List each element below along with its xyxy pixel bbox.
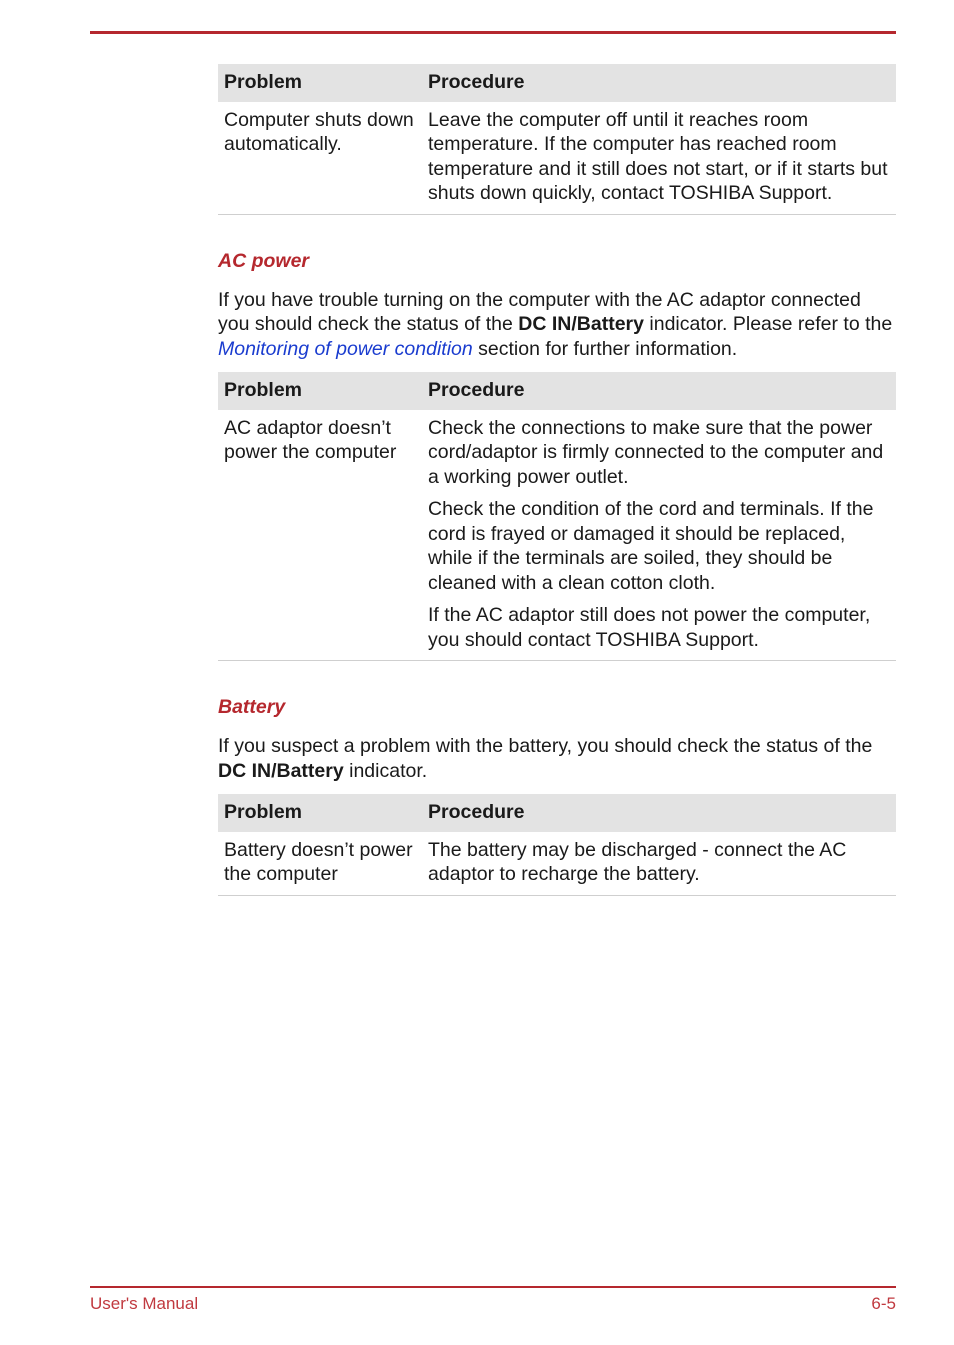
indicator-name: DC IN/Battery	[218, 759, 344, 782]
procedure-cell	[422, 410, 896, 661]
procedure-text: Check the connections to make sure that the power cord/adaptor is firmly connected to the computer and a working power outlet.	[428, 416, 884, 488]
header-procedure: Procedure	[422, 372, 896, 410]
problem-cell: Computer shuts down automatically.	[218, 102, 422, 215]
ac-power-intro	[218, 288, 896, 362]
table-row	[218, 102, 896, 215]
footer-manual-title: User's Manual	[90, 1294, 199, 1313]
indicator-name: DC IN/Battery	[518, 313, 644, 335]
intro-text: If you have trouble turning on the computer with the AC adaptor connected you should check the status of the	[218, 288, 861, 335]
table-header-row	[218, 372, 896, 410]
table-header-row	[218, 794, 896, 832]
top-rule	[90, 31, 896, 34]
header-procedure: Procedure	[422, 64, 896, 102]
intro-text: indicator.	[343, 759, 428, 782]
section-heading-battery: Battery	[218, 696, 286, 718]
procedure-text: The battery may be discharged - connect the AC adaptor to recharge the battery.	[428, 838, 847, 885]
troubleshoot-table-ac-power	[218, 372, 896, 661]
page-content	[218, 64, 896, 896]
header-problem: Problem	[218, 372, 422, 410]
table-header-row	[218, 64, 896, 102]
procedure-text: Check the condition of the cord and terminals. If the cord is frayed or damaged it should be replaced, while if the terminals are soiled, they should be cleaned with a clean cotton cloth.	[428, 498, 874, 594]
troubleshoot-table-battery	[218, 794, 896, 896]
header-problem: Problem	[218, 794, 422, 832]
procedure-text: If the AC adaptor still does not power the computer, you should contact TOSHIBA Support.	[428, 604, 871, 651]
battery-intro	[218, 734, 896, 783]
problem-cell: AC adaptor doesn’t power the computer	[218, 410, 422, 661]
bottom-rule	[90, 1286, 896, 1288]
table-row	[218, 832, 896, 896]
procedure-text: Leave the computer off until it reaches room temperature. If the computer has reached room temperature and it still does not start, or if it starts but shuts down quickly, contact TOSHIBA Support.	[428, 108, 888, 204]
header-procedure: Procedure	[422, 794, 896, 832]
section-heading-ac-power: AC power	[218, 249, 310, 272]
procedure-cell	[422, 832, 896, 896]
table-row	[218, 410, 896, 661]
troubleshoot-table-power	[218, 64, 896, 215]
intro-text: If you suspect a problem with the battery, you should check the status of the	[218, 735, 873, 757]
problem-cell: Battery doesn’t power the computer	[218, 832, 422, 896]
monitoring-power-condition-link[interactable]: Monitoring of power condition	[218, 337, 473, 360]
footer-page-number: 6-5	[871, 1294, 896, 1313]
procedure-cell	[422, 102, 896, 215]
intro-text: section for further information.	[472, 337, 738, 360]
intro-text: indicator. Please refer to the	[643, 313, 893, 335]
header-problem: Problem	[218, 64, 422, 102]
